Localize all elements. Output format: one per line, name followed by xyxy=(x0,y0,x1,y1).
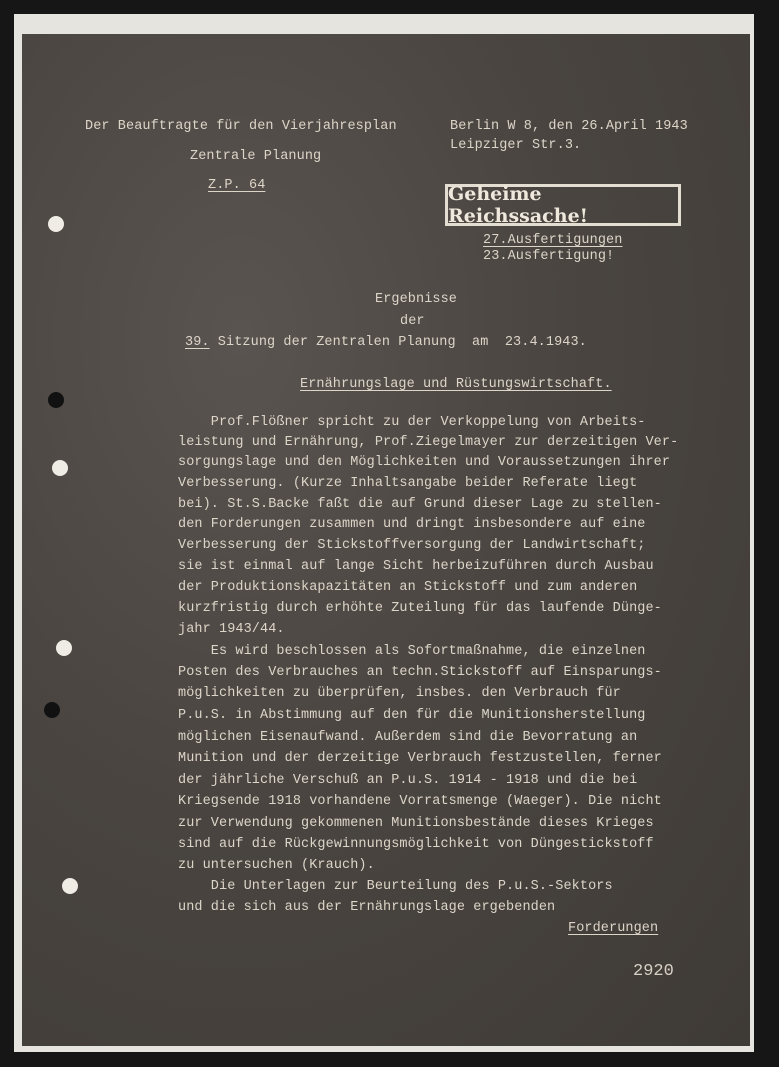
punch-hole xyxy=(48,392,64,408)
body-line: jahr 1943/44. xyxy=(178,622,285,637)
body-line: kurzfristig durch erhöhte Zuteilung für das laufende Dünge- xyxy=(178,601,662,616)
body-line: P.u.S. in Abstimmung auf den für die Munitionsherstellung xyxy=(178,708,646,723)
copies-total: 27.Ausfertigungen xyxy=(483,233,623,248)
body-line: der jährliche Verschuß an P.u.S. 1914 - 1918 und die bei xyxy=(178,773,638,788)
body-line: Verbesserung der Stickstoffversorgung der Landwirtschaft; xyxy=(178,538,646,553)
subject-heading: Ernährungslage und Rüstungswirtschaft. xyxy=(300,377,612,392)
department: Zentrale Planung xyxy=(190,149,322,164)
body-line: sie ist einmal auf lange Sicht herbeizuführen durch Ausbau xyxy=(178,559,654,574)
body-line: sind auf die Rückgewinnungsmöglichkeit von Düngestickstoff xyxy=(178,837,654,852)
title-line-3 xyxy=(185,335,587,350)
body-line: sorgungslage und den Möglichkeiten und Voraussetzungen ihrer xyxy=(178,455,671,470)
punch-hole xyxy=(44,702,60,718)
title-line-2: der xyxy=(400,314,425,329)
body-line: Prof.Flößner spricht zu der Verkoppelung von Arbeits- xyxy=(178,415,646,430)
body-line: den Forderungen zusammen und dringt insbesondere auf eine xyxy=(178,517,646,532)
body-line: der Produktionskapazitäten an Stickstoff und zum anderen xyxy=(178,580,638,595)
body-line: bei). St.S.Backe faßt die auf Grund dieser Lage zu stellen- xyxy=(178,497,662,512)
punch-hole xyxy=(48,216,64,232)
page-number: 2920 xyxy=(633,962,674,981)
body-line: zur Verwendung gekommenen Munitionsbestände dieses Krieges xyxy=(178,816,654,831)
authority: Der Beauftragte für den Vierjahresplan xyxy=(85,119,397,134)
catchword: Forderungen xyxy=(568,921,659,936)
session-title: Sitzung der Zentralen Planung am 23.4.1943. xyxy=(209,335,587,350)
body-line: Posten des Verbrauches an techn.Stickstoff auf Einsparungs- xyxy=(178,665,662,680)
punch-hole xyxy=(62,878,78,894)
body-line: Es wird beschlossen als Sofortmaßnahme, die einzelnen xyxy=(178,644,646,659)
body-line: möglichen Eisenaufwand. Außerdem sind die Bevorratung an xyxy=(178,730,638,745)
title-line-1: Ergebnisse xyxy=(375,292,458,307)
body-line: leistung und Ernährung, Prof.Ziegelmayer zur derzeitigen Ver- xyxy=(178,435,679,450)
body-line: Munition und der derzeitige Verbrauch festzustellen, ferner xyxy=(178,751,662,766)
body-line: zu untersuchen (Krauch). xyxy=(178,858,375,873)
punch-hole xyxy=(56,640,72,656)
secret-stamp: Geheime Reichssache! xyxy=(445,184,681,226)
body-line: Verbesserung. (Kurze Inhaltsangabe beider Referate liegt xyxy=(178,476,638,491)
copy-number: 23.Ausfertigung! xyxy=(483,249,615,264)
place-date: Berlin W 8, den 26.April 1943 xyxy=(450,119,688,134)
body-line: möglichkeiten zu überprüfen, insbes. den Verbrauch für xyxy=(178,686,621,701)
reference-number: Z.P. 64 xyxy=(208,178,266,193)
body-line: und die sich aus der Ernährungslage ergebenden xyxy=(178,900,556,915)
body-line: Die Unterlagen zur Beurteilung des P.u.S.-Sektors xyxy=(178,879,613,894)
body-line: Kriegsende 1918 vorhandene Vorratsmenge (Waeger). Die nicht xyxy=(178,794,662,809)
punch-hole xyxy=(52,460,68,476)
address: Leipziger Str.3. xyxy=(450,138,582,153)
session-number: 39. xyxy=(185,335,210,350)
